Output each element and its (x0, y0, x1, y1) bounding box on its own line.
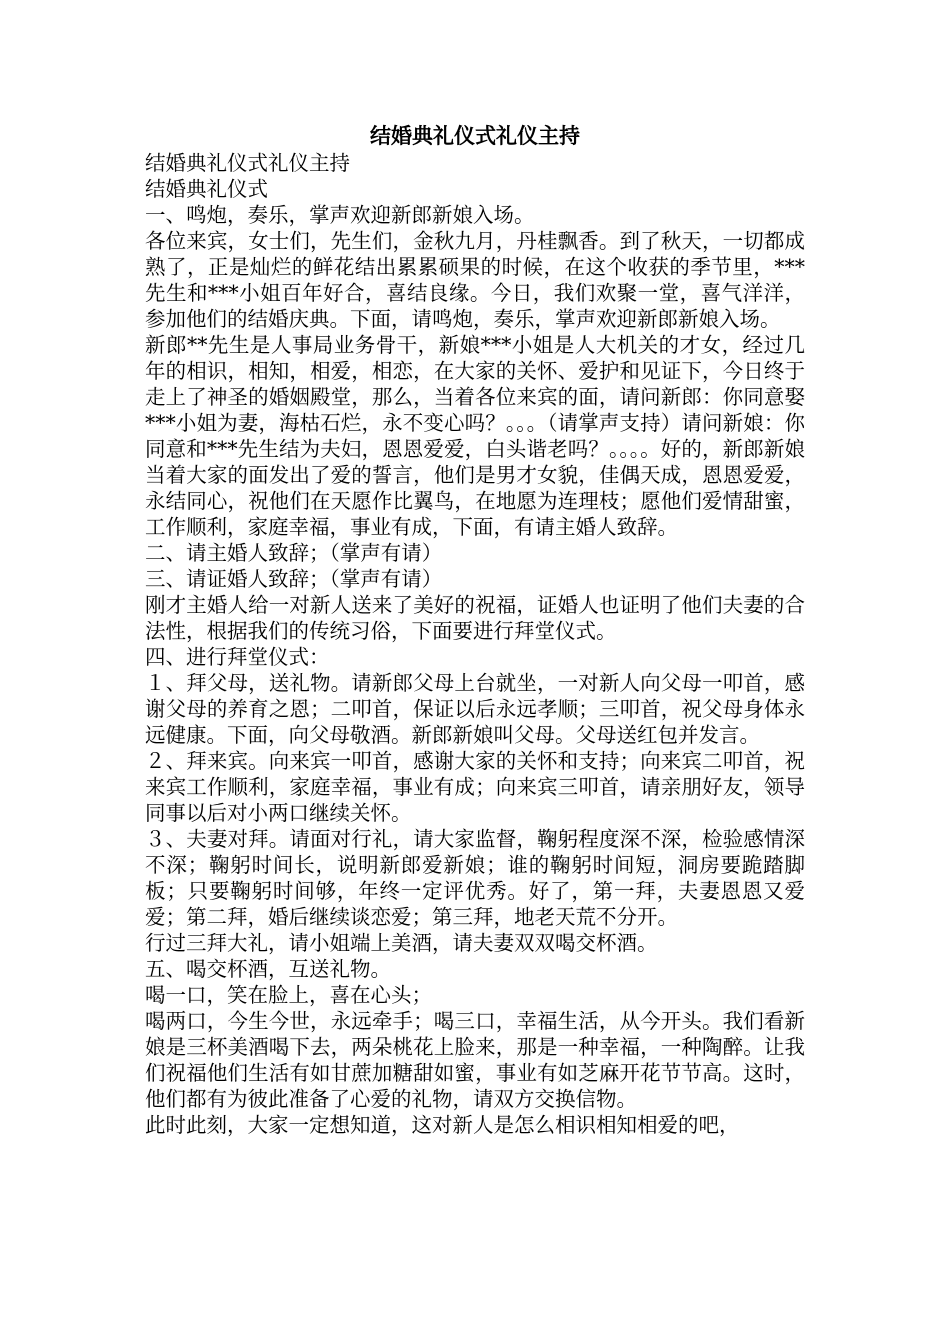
paragraph-vows: 新郎**先生是人事局业务骨干，新娘***小姐是人大机关的才女，经过几年的相识，相知，相爱，相恋，在大家的关怀、爱护和见证下，今日终于走上了神圣的婚姻殿堂，那么，当着各位来宾的面，请问新郎：你同意娶***小姐为妻，海枯石烂，永不变心吗？。。。（请掌声支持）请问新娘：你同意和***先生结为夫妇，恩恩爱爱，白头谐老吗？。。。。好的，新郎新娘当着大家的面发出了爱的誓言，他们是男才女貌，佳偶天成，恩恩爱爱，永结同心，祝他们在天愿作比翼鸟，在地愿为连理枝；愿他们爱情甜蜜，工作顺利，家庭幸福，事业有成，下面，有请主婚人致辞。 (145, 333, 805, 539)
paragraph-step-1-heading: 一、鸣炮，奏乐，掌声欢迎新郎新娘入场。 (145, 203, 535, 227)
paragraph-bow-guests: ２、拜来宾。向来宾一叩首，感谢大家的关怀和支持；向来宾二叩首，祝来宾工作顺利，家庭幸福，事业有成；向来宾三叩首，请亲朋好友，领导同事以后对小两口继续关怀。 (145, 749, 805, 825)
document-title: 结婚典礼仪式礼仪主持 (370, 123, 580, 148)
paragraph-subtitle: 结婚典礼仪式礼仪主持 (145, 151, 350, 175)
paragraph-transition: 刚才主婚人给一对新人送来了美好的祝福，证婚人也证明了他们夫妻的合法性，根据我们的传统习俗，下面要进行拜堂仪式。 (145, 593, 805, 643)
paragraph-section-heading: 结婚典礼仪式 (145, 177, 268, 201)
paragraph-step-5-heading: 五、喝交杯酒，互送礼物。 (145, 957, 391, 981)
paragraph-story-intro: 此时此刻，大家一定想知道，这对新人是怎么相识相知相爱的吧， (145, 1113, 740, 1137)
paragraph-opening-speech: 各位来宾，女士们，先生们，金秋九月，丹桂飘香。到了秋天，一切都成熟了，正是灿烂的鲜花结出累累硕果的时候，在这个收获的季节里，***先生和***小姐百年好合，喜结良缘。今日，我们欢聚一堂，喜气洋洋，参加他们的结婚庆典。下面，请鸣炮，奏乐，掌声欢迎新郎新娘入场。 (145, 229, 805, 331)
paragraph-step-2-heading: 二、请主婚人致辞；（掌声有请） (145, 541, 443, 565)
document-body (145, 150, 805, 1138)
paragraph-bow-parents: １、拜父母，送礼物。请新郎父母上台就坐，一对新人向父母一叩首，感谢父母的养育之恩；二叩首，保证以后永远孝顺；三叩首，祝父母身体永远健康。下面，向父母敬酒。新郎新娘叫父母。父母送红包并发言。 (145, 671, 805, 747)
paragraph-step-3-heading: 三、请证婚人致辞；（掌声有请） (145, 567, 443, 591)
paragraph-wine-intro: 行过三拜大礼，请小姐端上美酒，请夫妻双双喝交杯酒。 (145, 931, 658, 955)
paragraph-bow-each-other: ３、夫妻对拜。请面对行礼，请大家监督，鞠躬程度深不深，检验感情深不深；鞠躬时间长，说明新郎爱新娘；谁的鞠躬时间短，洞房要跪踏脚板；只要鞠躬时间够，年终一定评优秀。好了，第一拜，夫妻恩恩又爱爱；第二拜，婚后继续谈恋爱；第三拜，地老天荒不分开。 (145, 827, 805, 929)
paragraph-blessing: 喝两口，今生今世，永远牵手；喝三口，幸福生活，从今开头。我们看新娘是三杯美酒喝下去，两朵桃花上脸来，那是一种幸福，一种陶醉。让我们祝福他们生活有如甘蔗加糖甜如蜜，事业有如芝麻开花节节高。这时，他们都有为彼此准备了心爱的礼物，请双方交换信物。 (145, 1009, 805, 1111)
paragraph-step-4-heading: 四、进行拜堂仪式： (145, 645, 330, 669)
paragraph-first-sip: 喝一口，笑在脸上，喜在心头； (145, 983, 432, 1007)
